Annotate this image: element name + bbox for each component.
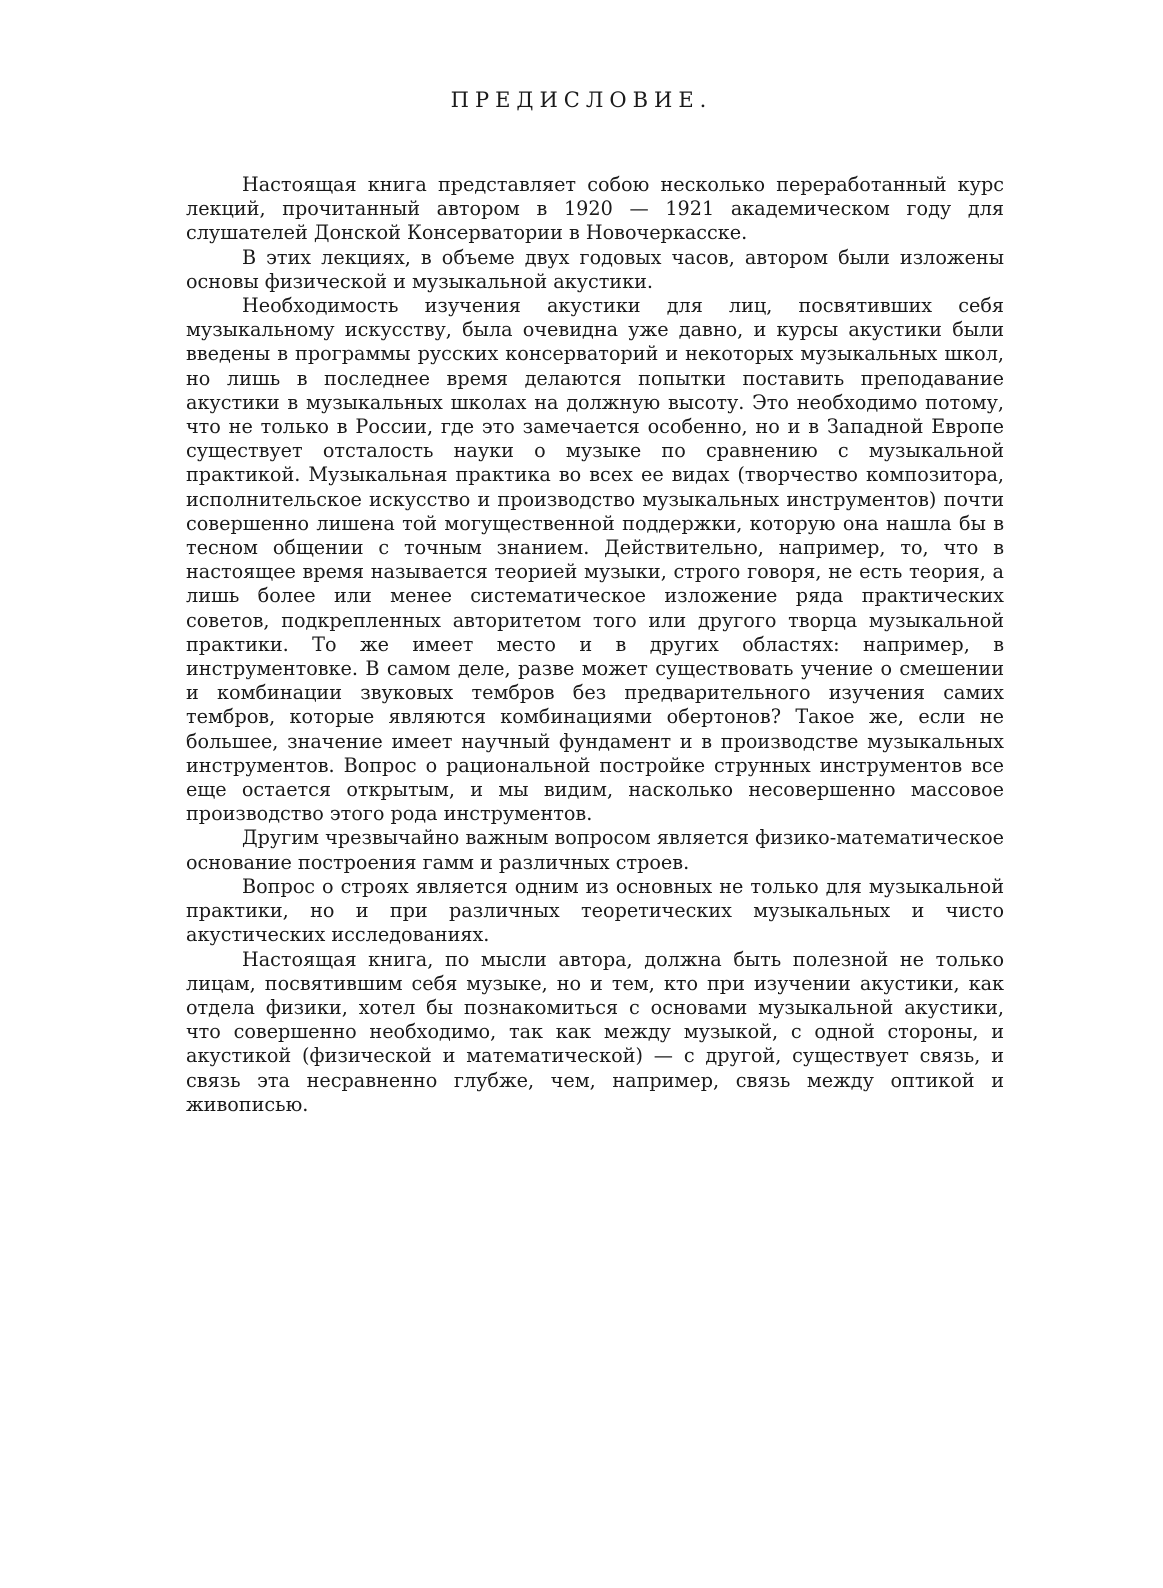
paragraph-1: Настоящая книга представляет собою несколько переработанный курс лекций, прочитанный автором в 1920 — 1921 академическом году для слушателей Донской Консерватории в Новочеркасске. bbox=[186, 173, 1004, 245]
paragraph-6: Настоящая книга, по мысли автора, должна быть полезной не только лицам, посвятившим себя музыке, но и тем, кто при изучении акустики, как отдела физики, хотел бы познакомиться с основами музыкальной акустики, что совершенно необходимо, так как между музыкой, с одной стороны, и акустикой (физической и математической) — с другой, существует связь, и связь эта несравненно глубже, чем, например, связь между оптикой и живописью. bbox=[186, 947, 1004, 1116]
preface-title: ПРЕДИСЛОВИЕ. bbox=[450, 88, 713, 112]
paragraph-4: Другим чрезвычайно важным вопросом является физико-математическое основание построения гамм и различных строев. bbox=[186, 826, 1004, 874]
preface-body bbox=[186, 173, 1004, 1117]
paragraph-3: Необходимость изучения акустики для лиц, посвятивших себя музыкальному искусству, была очевидна уже давно, и курсы акустики были введены в программы русских консерваторий и некоторых музыкальных школ, но лишь в последнее время делаются попытки поставить преподавание акустики в музыкальных школах на должную высоту. Это необходимо потому, что не только в России, где это замечается особенно, но и в Западной Европе существует отсталость науки о музыке по сравнению с музыкальной практикой. Музыкальная практика во всех ее видах (творчество композитора, исполнительское искусство и производство музыкальных инструментов) почти совершенно лишена той могущественной поддержки, которую она нашла бы в тесном общении с точным знанием. Действительно, например, то, что в настоящее время называется теорией музыки, строго говоря, не есть теория, а лишь более или менее систематическое изложение ряда практических советов, подкрепленных авторитетом того или другого творца музыкальной практики. То же имеет место и в других областях: например, в инструментовке. В самом деле, разве может существовать учение о смешении и комбинации звуковых тембров без предварительного изучения самих тембров, которые являются комбинациями обертонов? Такое же, если не большее, значение имеет научный фундамент и в производстве музыкальных инструментов. Вопрос о рациональной постройке струнных инструментов все еще остается открытым, и мы видим, насколько несовершенно массовое производство этого рода инструментов. bbox=[186, 294, 1004, 826]
paragraph-5: Вопрос о строях является одним из основных не только для музыкальной практики, но и при различных теоретических музыкальных и чисто акустических исследованиях. bbox=[186, 874, 1004, 947]
paragraph-2: В этих лекциях, в объеме двух годовых часов, автором были изложены основы физической и музыкальной акустики. bbox=[186, 245, 1004, 293]
